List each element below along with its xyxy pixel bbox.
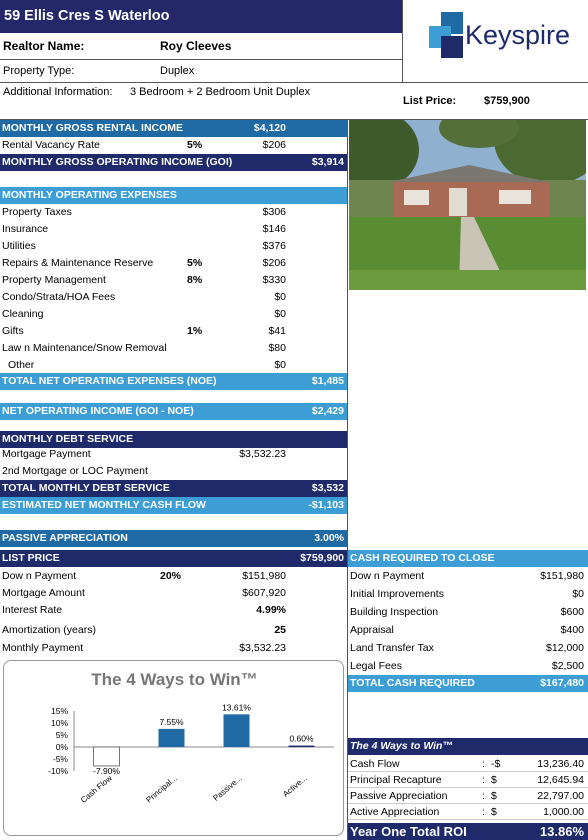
- expense-value: $376: [262, 240, 286, 252]
- chart-title: The 4 Ways to Win™: [91, 670, 258, 689]
- closing-total-row: [348, 675, 588, 692]
- roi-value: 13.86%: [539, 824, 584, 839]
- expense-label: Law n Maintenance/Snow Removal: [2, 342, 167, 354]
- interest-rate-value: 4.99%: [256, 604, 286, 616]
- expense-value: $41: [268, 325, 286, 337]
- list-price-value: $759,900: [484, 95, 530, 107]
- expense-value: $0: [274, 308, 286, 320]
- passive-label: PASSIVE APPRECIATION: [2, 532, 128, 544]
- expense-row: [0, 221, 347, 238]
- roi-row: [348, 823, 588, 840]
- chart-y-tick-label: -10%: [48, 766, 68, 776]
- chart-y-tick-label: 10%: [50, 718, 68, 728]
- expense-value: $146: [262, 223, 286, 235]
- chart-y-tick-label: 15%: [50, 706, 68, 716]
- address-title: 59 Ellis Cres S Waterloo: [4, 8, 170, 24]
- expense-row: [0, 238, 347, 255]
- expense-value: $0: [274, 291, 286, 303]
- cashflow-row: [0, 497, 347, 514]
- chart-y-tick-label: 0%: [55, 742, 68, 752]
- ways-row: [348, 788, 588, 804]
- closing-header-label: CASH REQUIRED TO CLOSE: [350, 552, 495, 564]
- house-photo-image: [349, 120, 586, 290]
- ways-chart: [3, 660, 344, 836]
- chart-svg: [4, 691, 343, 831]
- expense-pct: 5%: [187, 257, 203, 269]
- debt-header-label: MONTHLY DEBT SERVICE: [2, 433, 134, 445]
- chart-category-label: Passive...: [211, 773, 244, 803]
- property-type-row: [0, 61, 402, 82]
- closing-label: Dow n Payment: [350, 570, 425, 582]
- ways-prefix: $: [491, 774, 497, 786]
- additional-info-row: [0, 83, 588, 119]
- chart-data-label: 13.61%: [222, 702, 251, 713]
- closing-total-label: TOTAL CASH REQUIRED: [350, 677, 475, 689]
- mortgage-amount-value: $607,920: [242, 587, 286, 599]
- expense-pct: 1%: [187, 325, 203, 337]
- expense-label: Gifts: [2, 325, 24, 337]
- amortization-row: [0, 622, 347, 639]
- gross-income-value: $4,120: [253, 122, 286, 134]
- realtor-label: Realtor Name:: [3, 39, 85, 53]
- ways-value: 12,645.94: [537, 774, 584, 786]
- ways-prefix: $: [491, 790, 497, 802]
- chart-category-label: Cash Flow: [79, 773, 114, 805]
- vacancy-label: Rental Vacancy Rate: [2, 139, 100, 151]
- ways-header: [348, 738, 588, 755]
- closing-value: $0: [572, 588, 584, 600]
- cashflow-label: ESTIMATED NET MONTHLY CASH FLOW: [2, 499, 206, 511]
- chart-bar: [159, 729, 185, 747]
- ways-row: [348, 804, 588, 820]
- ways-row: [348, 756, 588, 772]
- chart-bar: [289, 746, 315, 748]
- down-payment-pct: 20%: [160, 570, 182, 582]
- ways-label: Cash Flow: [350, 758, 400, 770]
- ways-label: Active Appreciation: [350, 806, 440, 818]
- expense-row: [0, 289, 347, 306]
- list-price-row-value: $759,900: [300, 552, 344, 564]
- noi-row: [0, 403, 347, 420]
- interest-rate-label: Interest Rate: [2, 604, 63, 616]
- mortgage-payment-value: $3,532.23: [239, 448, 286, 460]
- second-mortgage-row: [0, 463, 347, 480]
- list-price-label: List Price:: [403, 95, 457, 107]
- additional-info-label: Additional Information:: [3, 86, 113, 98]
- mortgage-amount-label: Mortgage Amount: [2, 587, 85, 599]
- property-type-value: Duplex: [160, 65, 195, 77]
- ways-value: 22,797.00: [537, 790, 584, 802]
- amortization-label: Amortization (years): [2, 624, 96, 636]
- expense-row: [0, 255, 347, 272]
- address-bar: [0, 0, 402, 33]
- closing-label: Building Inspection: [350, 606, 439, 618]
- passive-row: [0, 530, 347, 547]
- vacancy-value: $206: [262, 139, 286, 151]
- expense-label: Property Management: [2, 274, 106, 286]
- expense-label: Repairs & Maintenance Reserve: [2, 257, 154, 269]
- closing-value: $12,000: [546, 642, 584, 654]
- interest-rate-row: [0, 602, 347, 619]
- noi-label: NET OPERATING INCOME (GOI - NOE): [2, 405, 194, 417]
- down-payment-row: [0, 568, 347, 585]
- closing-label: Appraisal: [350, 624, 394, 636]
- expense-row: [0, 272, 347, 289]
- expense-row: [0, 340, 347, 357]
- monthly-payment-row: [0, 640, 347, 657]
- mortgage-payment-row: [0, 446, 347, 463]
- expense-label: Other: [8, 359, 35, 371]
- ways-row: [348, 772, 588, 788]
- chart-bar: [224, 714, 250, 747]
- closing-label: Legal Fees: [350, 660, 402, 672]
- closing-total-value: $167,480: [540, 677, 584, 689]
- expenses-header-label: MONTHLY OPERATING EXPENSES: [2, 189, 177, 201]
- ways-value: 1,000.00: [543, 806, 584, 818]
- noi-value: $2,429: [311, 405, 344, 417]
- expense-label: Cleaning: [2, 308, 44, 320]
- chart-y-tick-label: -5%: [52, 754, 68, 764]
- closing-label: Land Transfer Tax: [350, 642, 434, 654]
- closing-value: $400: [560, 624, 584, 636]
- closing-row: [348, 604, 588, 621]
- noe-label: TOTAL NET OPERATING EXPENSES (NOE): [2, 375, 217, 387]
- expense-value: $306: [262, 206, 286, 218]
- goi-value: $3,914: [311, 156, 344, 168]
- second-mortgage-label: 2nd Mortgage or LOC Payment: [2, 465, 148, 477]
- closing-row: [348, 622, 588, 639]
- goi-label: MONTHLY GROSS OPERATING INCOME (GOI): [2, 156, 233, 168]
- expense-label: Utilities: [2, 240, 36, 252]
- closing-header: [348, 550, 588, 567]
- noe-value: $1,485: [311, 375, 344, 387]
- chart-data-label: -7.90%: [93, 765, 120, 776]
- noe-row: [0, 373, 347, 390]
- ways-colon: :: [482, 806, 485, 818]
- closing-value: $151,980: [540, 570, 584, 582]
- expense-pct: 8%: [187, 274, 203, 286]
- closing-row: [348, 568, 588, 585]
- goi-row: [0, 154, 347, 171]
- closing-row: [348, 586, 588, 603]
- logo-text: Keyspire: [465, 20, 571, 50]
- expense-row: [0, 204, 347, 221]
- realtor-row: [0, 33, 402, 60]
- expense-value: $0: [274, 359, 286, 371]
- passive-value: 3.00%: [314, 532, 344, 544]
- cashflow-value: -$1,103: [308, 499, 344, 511]
- expense-value: $80: [268, 342, 286, 354]
- additional-info-value: 3 Bedroom + 2 Bedroom Unit Duplex: [130, 86, 311, 98]
- ways-colon: :: [482, 758, 485, 770]
- total-debt-row: [0, 480, 347, 497]
- ways-prefix: $: [491, 806, 497, 818]
- chart-category-label: Active...: [281, 773, 309, 799]
- down-payment-value: $151,980: [242, 570, 286, 582]
- list-price-row: [0, 550, 347, 567]
- mortgage-payment-label: Mortgage Payment: [2, 448, 91, 460]
- closing-value: $600: [560, 606, 584, 618]
- ways-label: Passive Appreciation: [350, 790, 448, 802]
- expense-row: [0, 357, 347, 374]
- list-price-row-label: LIST PRICE: [2, 552, 60, 564]
- chart-y-tick-label: 5%: [55, 730, 68, 740]
- logo: [402, 0, 588, 82]
- chart-category-label: Principal...: [144, 773, 179, 805]
- property-type-label: Property Type:: [3, 65, 75, 77]
- closing-label: Initial Improvements: [350, 588, 444, 600]
- roi-label: Year One Total ROI: [350, 824, 467, 839]
- ways-prefix: -$: [491, 758, 501, 770]
- property-photo: [349, 120, 586, 290]
- expense-value: $206: [262, 257, 286, 269]
- expense-value: $330: [262, 274, 286, 286]
- expense-row: [0, 323, 347, 340]
- monthly-payment-value: $3,532.23: [239, 642, 286, 654]
- chart-data-label: 0.60%: [289, 733, 314, 744]
- total-debt-value: $3,532: [311, 482, 344, 494]
- down-payment-label: Dow n Payment: [2, 570, 77, 582]
- vacancy-row: [0, 137, 347, 154]
- expense-label: Insurance: [2, 223, 49, 235]
- ways-value: 13,236.40: [537, 758, 584, 770]
- total-debt-label: TOTAL MONTHLY DEBT SERVICE: [2, 482, 170, 494]
- monthly-payment-label: Monthly Payment: [2, 642, 84, 654]
- ways-colon: :: [482, 790, 485, 802]
- chart-bar: [94, 747, 120, 766]
- expense-row: [0, 306, 347, 323]
- expenses-header: [0, 187, 347, 204]
- closing-row: [348, 640, 588, 657]
- ways-label: Principal Recapture: [350, 774, 442, 786]
- expense-label: Property Taxes: [2, 206, 72, 218]
- expense-label: Condo/Strata/HOA Fees: [2, 291, 116, 303]
- ways-colon: :: [482, 774, 485, 786]
- closing-value: $2,500: [551, 660, 584, 672]
- closing-row: [348, 658, 588, 675]
- gross-income-row: [0, 120, 347, 137]
- chart-data-label: 7.55%: [159, 716, 184, 727]
- gross-income-label: MONTHLY GROSS RENTAL INCOME: [2, 122, 184, 134]
- ways-header-label: The 4 Ways to Win™: [350, 740, 453, 752]
- realtor-name: Roy Cleeves: [160, 39, 232, 53]
- vacancy-pct: 5%: [187, 139, 203, 151]
- amortization-value: 25: [274, 624, 286, 636]
- mortgage-amount-row: [0, 585, 347, 602]
